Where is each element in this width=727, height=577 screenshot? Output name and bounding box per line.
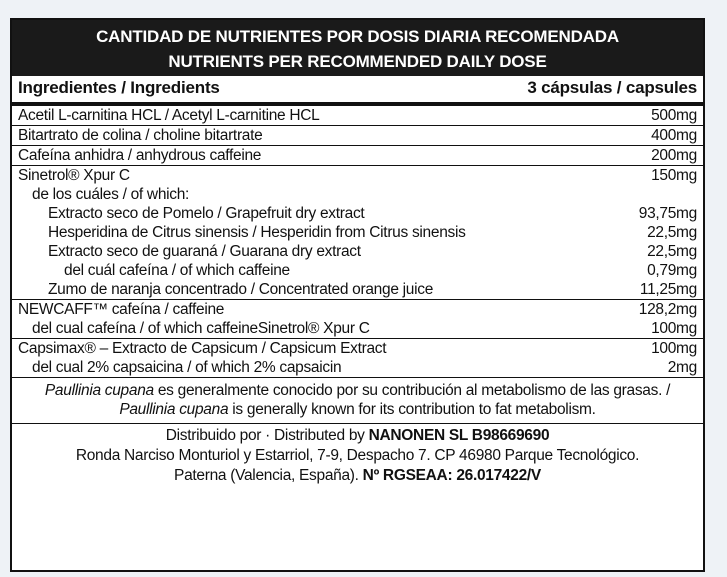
ingredient-name: Capsimax® – Extracto de Capsicum / Capsicum Extract [18,340,387,357]
table-row [12,166,703,185]
ingredient-amount: 2mg [667,359,697,376]
ingredient-name: del cuál cafeína / of which caffeine [64,262,290,279]
ingredient-amount: 200mg [651,147,697,164]
ingredient-name: NEWCAFF™ cafeína / caffeine [18,301,225,318]
ingredient-name: Sinetrol® Xpur C [18,167,130,184]
dose-column-header: 3 cápsulas / capsules [527,78,697,97]
ingredient-amount: 22,5mg [647,224,697,241]
nutrition-label [10,18,705,572]
ingredient-name: Bitartrato de colina / choline bitartrate [18,127,263,144]
paullinia-note [12,378,703,424]
table-row [12,319,703,339]
table-row [12,358,703,378]
ingredient-amount: 100mg [651,320,697,337]
table-row [12,106,703,126]
ingredient-name: Acetil L-carnitina HCL / Acetyl L-carnitine HCL [18,107,320,124]
table-row [12,339,703,358]
distributor-city: Paterna (Valencia, España). [174,467,363,484]
table-row [12,185,703,204]
table-row [12,242,703,261]
ingredient-amount: 128,2mg [638,301,697,318]
header-title-en: NUTRIENTS PER RECOMMENDED DAILY DOSE [168,52,547,71]
ingredient-amount: 150mg [651,167,697,184]
ingredients-table [12,106,703,378]
table-row [12,223,703,242]
ingredient-name: de los cuáles / of which: [32,186,190,203]
label-header [12,20,703,76]
ingredient-amount: 93,75mg [638,205,697,222]
table-row [12,261,703,280]
note-text-es: es generalmente conocido por su contribución al metabolismo de las grasas. / [153,382,671,399]
species-name-en: Paullinia cupana [119,401,229,418]
ingredients-column-header: Ingredientes / Ingredients [18,78,220,97]
header-title-es: CANTIDAD DE NUTRIENTES POR DOSIS DIARIA RECOMENDADA [96,27,619,46]
table-row [12,280,703,300]
ingredient-name: Extracto seco de guaraná / Guarana dry extract [48,243,361,260]
ingredient-name: del cual cafeína / of which caffeineSinetrol® Xpur C [32,320,370,337]
note-text-en: is generally known for its contribution to fat metabolism. [228,401,596,418]
registry-line [12,466,703,486]
registry-number: Nº RGSEAA: 26.017422/V [362,467,541,484]
column-headers [12,76,703,106]
ingredient-amount: 22,5mg [647,243,697,260]
distributor-address: Ronda Narciso Monturiol y Estarriol, 7-9, Despacho 7. CP 46980 Parque Tecnológico. [75,447,640,464]
distributor-line [12,426,703,446]
species-name-es: Paullinia cupana [44,382,154,399]
ingredient-amount: 11,25mg [639,281,697,298]
ingredient-amount: 500mg [651,107,697,124]
ingredient-amount: 400mg [651,127,697,144]
table-row [12,146,703,166]
table-row [12,126,703,146]
ingredient-name: Cafeína anhidra / anhydrous caffeine [18,147,262,164]
ingredient-name: Zumo de naranja concentrado / Concentrated orange juice [48,281,434,298]
ingredient-amount: 0,79mg [647,262,697,279]
ingredient-name: Hesperidina de Citrus sinensis / Hesperidin from Citrus sinensis [48,224,466,241]
distributor-prefix: Distribuido por · Distributed by [165,427,369,444]
table-row [12,300,703,319]
ingredient-name: del cual 2% capsaicina / of which 2% capsaicin [32,359,342,376]
distributor-company: NANONEN SL B98669690 [368,427,550,444]
ingredient-name: Extracto seco de Pomelo / Grapefruit dry extract [48,205,365,222]
distributor-info [12,424,703,486]
ingredient-amount: 100mg [651,340,697,357]
table-row [12,204,703,223]
